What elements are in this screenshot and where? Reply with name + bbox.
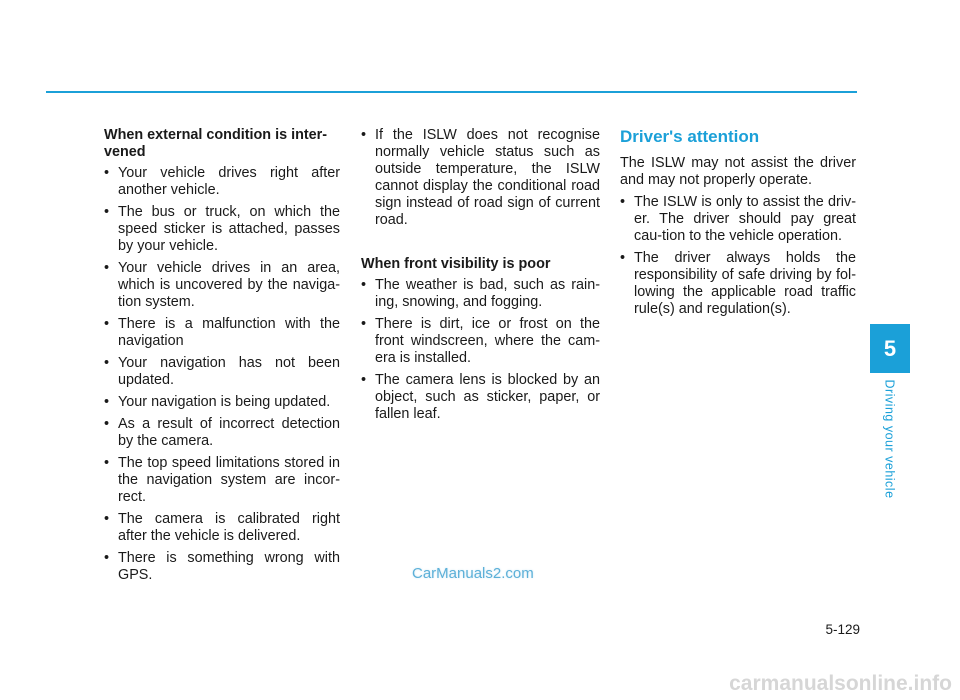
list-item: • Your navigation is being updated. (104, 394, 340, 411)
status-recognition-list (361, 127, 600, 229)
watermark-carmanuals2: CarManuals2.com (412, 565, 534, 582)
list-item: • The driver always holds the responsibility of safe driving by fol-lowing the applicable road traffic rule(s) and regulation(s). (620, 250, 856, 318)
list-item: • The ISLW is only to assist the driv-er. The driver should pay great cau-tion to the vehicle operation. (620, 194, 856, 245)
page-number: 5-129 (825, 622, 860, 637)
external-condition-list (104, 165, 340, 584)
section-heading-external-condition: When external condition is inter-vened (104, 127, 328, 160)
list-item: • The top speed limitations stored in the navigation system are incor-rect. (104, 455, 340, 506)
chapter-title-vertical (878, 380, 902, 498)
chapter-number: 5 (883, 335, 897, 361)
drivers-attention-intro: The ISLW may not assist the driver and may not properly operate. (620, 155, 856, 188)
list-item: • The weather is bad, such as rain-ing, snowing, and fogging. (361, 277, 600, 311)
list-item: • The camera is calibrated right after the vehicle is delivered. (104, 511, 340, 545)
list-item: • Your vehicle drives right after another vehicle. (104, 165, 340, 199)
header-rule (46, 91, 857, 93)
watermark-carmanualsonline: carmanualsonline.info (729, 672, 952, 695)
list-item: • There is dirt, ice or frost on the front windscreen, where the cam-era is installed. (361, 316, 600, 367)
list-item: • There is something wrong with GPS. (104, 550, 340, 584)
column-2 (361, 127, 600, 428)
list-item: • Your navigation has not been updated. (104, 355, 340, 389)
list-item: • As a result of incorrect detection by the camera. (104, 416, 340, 450)
list-item: • The camera lens is blocked by an object, such as sticker, paper, or fallen leaf. (361, 372, 600, 423)
list-item: • The bus or truck, on which the speed sticker is attached, passes by your vehicle. (104, 204, 340, 255)
chapter-title: Driving your vehicle (883, 379, 898, 499)
chapter-number-tab (870, 324, 910, 373)
spacer (361, 234, 600, 256)
section-heading-front-visibility: When front visibility is poor (361, 256, 551, 272)
column-3 (620, 127, 856, 323)
column-1 (104, 127, 340, 589)
list-item: • There is a malfunction with the navigation (104, 316, 340, 350)
front-visibility-list (361, 277, 600, 423)
section-title-drivers-attention: Driver's attention (620, 127, 760, 146)
list-item: • Your vehicle drives in an area, which is uncovered by the naviga-tion system. (104, 260, 340, 311)
list-item: • If the ISLW does not recognise normally vehicle status such as outside temperature, the ISLW cannot display the conditional road sign instead of road sign of current road. (361, 127, 600, 229)
drivers-attention-list (620, 194, 856, 318)
